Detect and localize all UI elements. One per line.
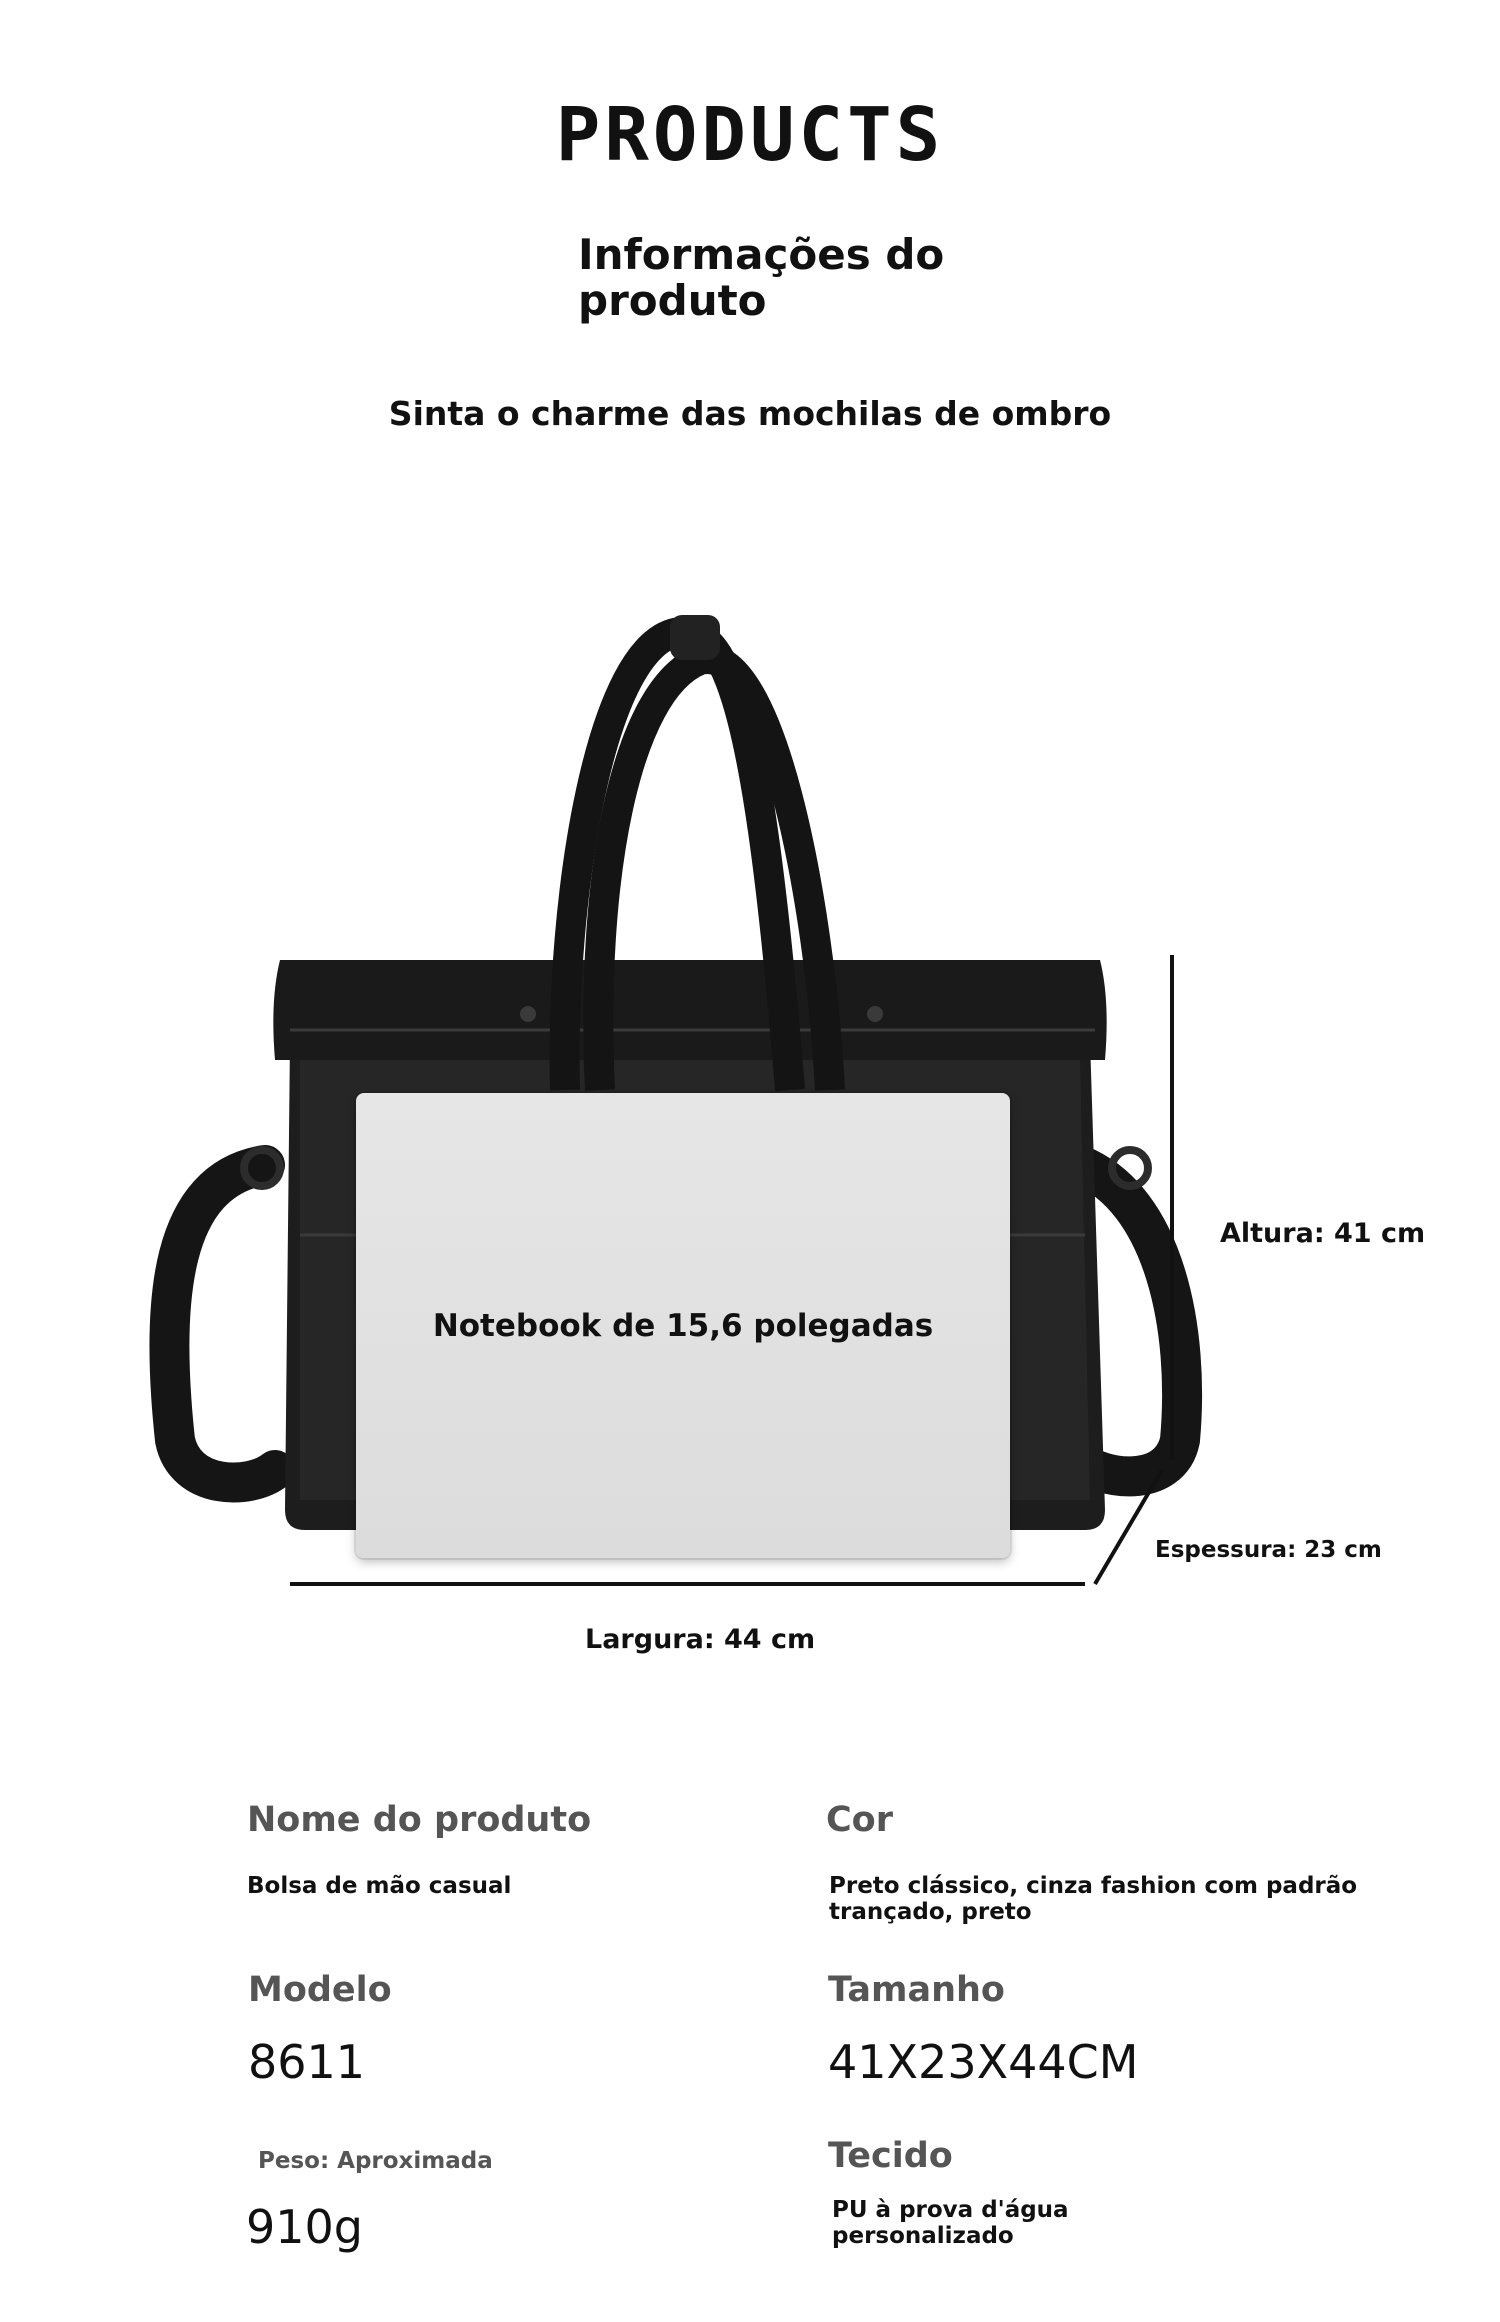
depth-label: Espessura: 23 cm <box>1155 1537 1382 1563</box>
spec-weight-value: 910g <box>246 2200 363 2254</box>
section-title: Informações do produto <box>578 230 945 325</box>
width-label: Largura: 44 cm <box>585 1624 816 1655</box>
products-heading: PRODUCTS <box>555 92 945 178</box>
spec-weight-label: Peso: Aproximada <box>258 2148 493 2174</box>
bag-flap <box>273 960 1106 1060</box>
spec-name-value: Bolsa de mão casual <box>247 1873 512 1899</box>
spec-fabric-value: PU à prova d'água personalizado <box>832 2197 1069 2249</box>
laptop-label: Notebook de 15,6 polegadas <box>432 1307 934 1344</box>
spec-size-value: 41X23X44CM <box>828 2035 1139 2089</box>
handle-clip <box>670 615 720 660</box>
spec-color-label: Cor <box>826 1800 893 1840</box>
spec-model-label: Modelo <box>248 1970 392 2010</box>
spec-fabric-label: Tecido <box>828 2136 953 2176</box>
height-label: Altura: 41 cm <box>1220 1218 1426 1249</box>
laptop-silhouette <box>356 1093 1010 1558</box>
tagline: Sinta o charme das mochilas de ombro <box>388 394 1112 433</box>
spec-name-label: Nome do produto <box>247 1800 592 1840</box>
spec-size-label: Tamanho <box>828 1970 1005 2010</box>
shoulder-strap-left <box>169 1165 275 1482</box>
spec-model-value: 8611 <box>248 2035 366 2089</box>
spec-color-value: Preto clássico, cinza fashion com padrão trançado, preto <box>829 1873 1358 1925</box>
